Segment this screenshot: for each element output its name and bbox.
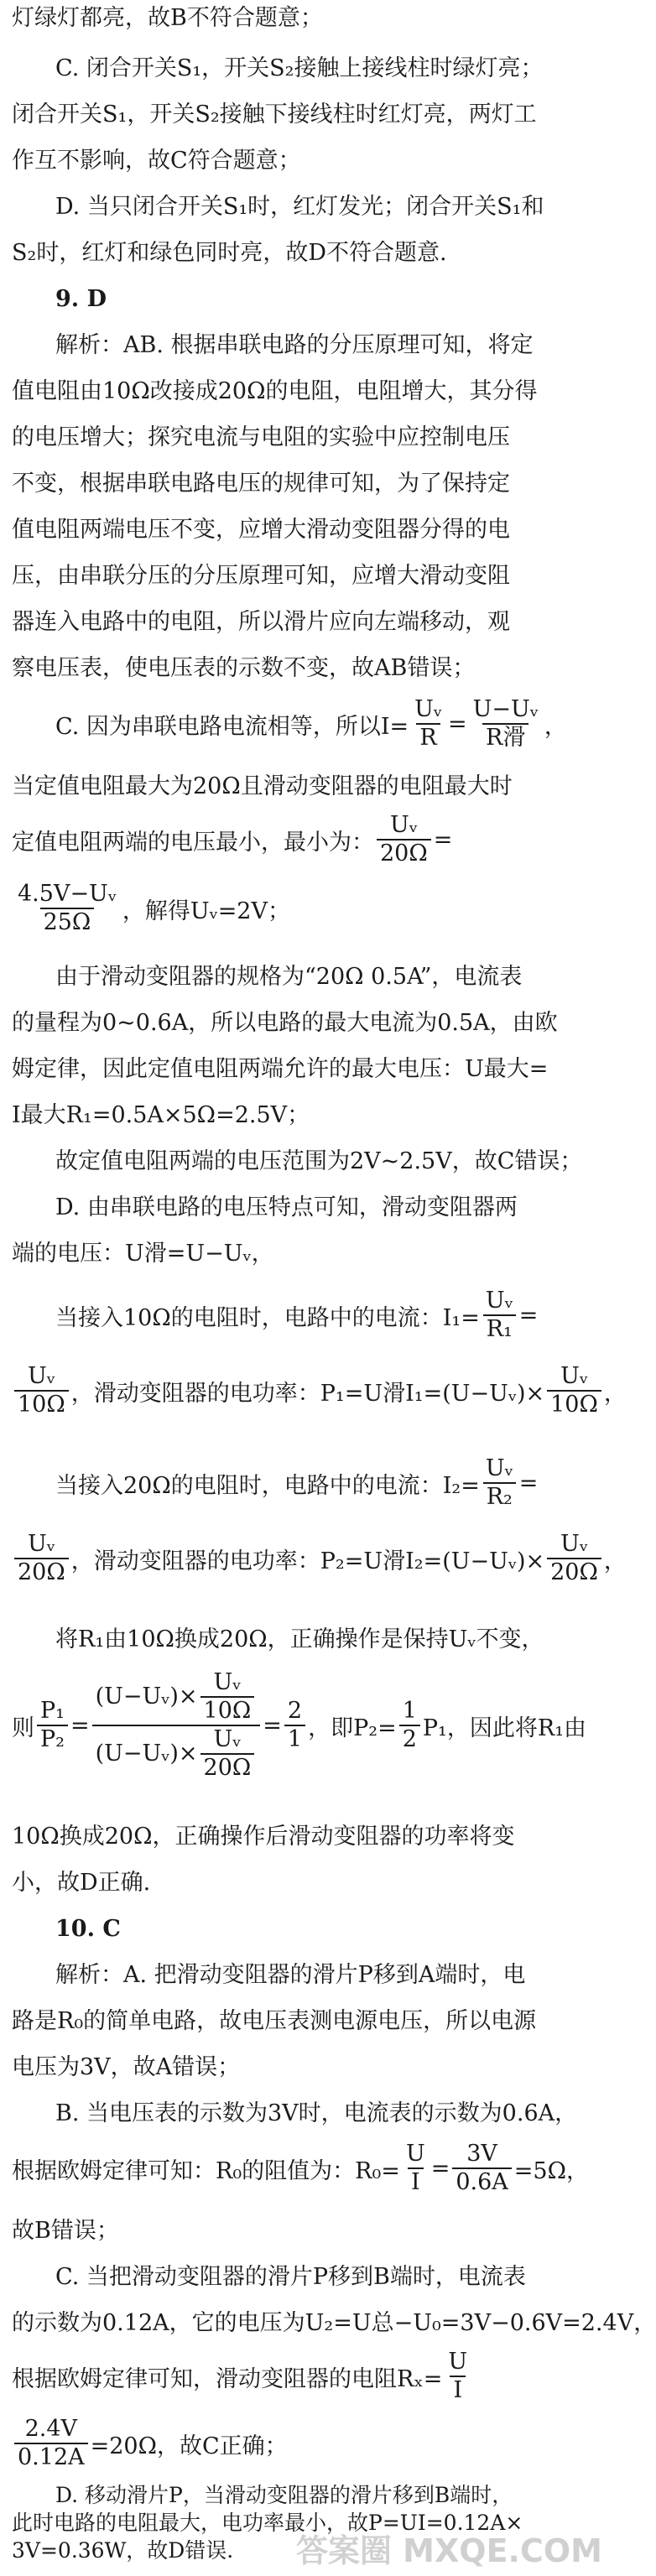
fraction: $\frac{\text{Uᵥ}}{10\Omega}$ <box>14 1363 69 1418</box>
text-line: B. 当电压表的示数为3V时，电流表的示数为0.6A， <box>55 2100 578 2126</box>
formula-solve-uv: $\frac{\text{4.5V−Uᵥ}}{25\Omega}$ ，解得Uᵥ=2V； <box>12 881 290 936</box>
text-line: 不变，根据串联电路电压的规律可知，为了保持定 <box>12 471 510 497</box>
text-line: 此时电路的电阻最大，电功率最小，故P=UI=0.12A× <box>12 2511 523 2535</box>
text-line: 10Ω换成20Ω，正确操作后滑动变阻器的功率将变 <box>12 1824 515 1850</box>
question-number: 9. D <box>55 286 107 312</box>
fraction: $\frac{\text{Uᵥ}}{R}$ <box>414 696 442 751</box>
fraction: $\frac{\text{Uᵥ}}{\text{R₁}}$ <box>482 1288 517 1343</box>
fraction: $\frac{1}{2}$ <box>399 1698 420 1753</box>
fraction-compound: (U−Uᵥ)× $\frac{\text{Uᵥ}}{10\Omega}$ (U−Uᵥ)× $\frac{\text{Uᵥ}}{20\Omega}$ <box>92 1669 261 1782</box>
text-line: 故B错误； <box>12 2218 119 2244</box>
fraction: $\frac{\text{Uᵥ}}{\text{R₂}}$ <box>482 1455 517 1511</box>
formula-r0: 根据欧姆定律可知：R₀的阻值为：R₀= $\frac{U}{I}$ = $\frac{3V}{0.6A}$ =5Ω， <box>12 2141 589 2195</box>
formula-i2: 当接入20Ω的电阻时，电路中的电流：I₂= $\frac{\text{Uᵥ}}{\text{R₂}}$ = <box>55 1455 539 1510</box>
text-line: 器连入电路中的电阻，所以滑片应向左端移动，观 <box>12 609 510 635</box>
text-line: 将R₁由10Ω换成20Ω，正确操作是保持Uᵥ不变， <box>55 1626 544 1652</box>
text-line: S₂时，红灯和绿色同时亮，故D不符合题意. <box>12 240 447 266</box>
formula-i1: 当接入10Ω的电阻时，电路中的电流：I₁= $\frac{\text{Uᵥ}}{\text{R₁}}$ = <box>55 1288 539 1342</box>
text-line: 电压为3V，故A错误； <box>12 2054 241 2080</box>
fraction: $\frac{\text{Uᵥ}}{20\Omega}$ <box>547 1531 601 1586</box>
text-line: 的示数为0.12A，它的电压为U₂=U总−U₀=3V−0.6V=2.4V， <box>12 2310 656 2336</box>
formula-ratio: 则 $\frac{\text{P₁}}{\text{P₂}}$ = (U−Uᵥ)× $\frac{\text{Uᵥ}}{10\Omega}$ (U−Uᵥ)× $\frac{\text{Uᵥ}}{20\Omega}$ = $\frac{2}{1}$ ，即P₂= $\frac{1}{2}$ P₁，因此将R₁由 <box>12 1669 587 1781</box>
formula-current: C. 因为串联电路电流相等，所以I= $\frac{\text{Uᵥ}}{R}$ = $\frac{\text{U−Uᵥ}}{\text{R滑}}$ ， <box>55 696 567 751</box>
formula-p1: $\frac{\text{Uᵥ}}{10\Omega}$ ，滑动变阻器的电功率：P₁=U滑I₁=(U−Uᵥ)× $\frac{\text{Uᵥ}}{10\Omega}$ ， <box>12 1363 627 1418</box>
text-line: D. 由串联电路的电压特点可知，滑动变阻器两 <box>55 1194 518 1220</box>
text-line: D. 当只闭合开关S₁时，红灯发光；闭合开关S₁和 <box>55 194 544 220</box>
text-line: 解析：A. 把滑动变阻器的滑片P移到A端时，电 <box>55 1962 526 1988</box>
text-line: 路是R₀的简单电路，故电压表测电源电压，所以电源 <box>12 2008 537 2034</box>
text-line: 值电阻由10Ω改接成20Ω的电阻，电阻增大，其分得 <box>12 378 538 404</box>
fraction: $\frac{\text{Uᵥ}}{20\Omega}$ <box>377 812 431 867</box>
fraction: $\frac{U}{I}$ <box>405 2141 425 2195</box>
text-line: 解析：AB. 根据串联电路的分压原理可知，将定 <box>55 332 534 358</box>
text-line: 压，由串联分压的分压原理可知，应增大滑动变阻 <box>12 563 510 589</box>
formula-p2: $\frac{\text{Uᵥ}}{20\Omega}$ ，滑动变阻器的电功率：P₂=U滑I₂=(U−Uᵥ)× $\frac{\text{Uᵥ}}{20\Omega}$ ， <box>12 1531 627 1586</box>
text-line: 值电阻两端电压不变，应增大滑动变阻器分得的电 <box>12 517 510 543</box>
watermark-logo: 答案圈 MXQE.COM <box>295 2532 602 2569</box>
text-line: I最大R₁=0.5A×5Ω=2.5V； <box>12 1102 310 1128</box>
fraction: $\frac{U}{I}$ <box>448 2349 468 2403</box>
text-line: 由于滑动变阻器的规格为“20Ω 0.5A”，电流表 <box>55 964 523 990</box>
fraction: $\frac{3V}{0.6A}$ <box>452 2141 511 2196</box>
text-line: 姆定律，因此定值电阻两端允许的最大电压：U最大= <box>12 1056 549 1082</box>
text-line: 端的电压：U滑=U−Uᵥ， <box>12 1241 274 1267</box>
text-line: 闭合开关S₁，开关S₂接触下接线柱时红灯亮，两灯工 <box>12 101 537 127</box>
fraction: $\frac{2}{1}$ <box>284 1698 305 1753</box>
text-line: 作互不影响，故C符合题意； <box>12 148 301 174</box>
fraction: $\frac{\text{Uᵥ}}{10\Omega}$ <box>547 1363 601 1418</box>
formula-text: C. 因为串联电路电流相等，所以I= <box>55 713 409 740</box>
fraction: $\frac{2.4V}{0.12A}$ <box>14 2416 88 2471</box>
text-line: 察电压表，使电压表的示数不变，故AB错误； <box>12 655 476 681</box>
formula-min-voltage: 定值电阻两端的电压最小，最小为： $\frac{\text{Uᵥ}}{20\Omega}$ = <box>12 812 453 866</box>
fraction: $\frac{\text{Uᵥ}}{20\Omega}$ <box>14 1531 69 1586</box>
text-line: 当定值电阻最大为20Ω且滑动变阻器的电阻最大时 <box>12 773 513 799</box>
text-line: C. 闭合开关S₁，开关S₂接触上接线柱时绿灯亮； <box>55 55 544 81</box>
fraction: $\frac{\text{4.5V−Uᵥ}}{25\Omega}$ <box>18 881 117 935</box>
text-line: 灯绿灯都亮，故B不符合题意； <box>12 5 323 31</box>
text-line: 的电压增大；探究电流与电阻的实验中应控制电压 <box>12 424 510 450</box>
formula-rx-value: $\frac{2.4V}{0.12A}$ =20Ω，故C正确； <box>12 2416 288 2471</box>
text-line: 故定值电阻两端的电压范围为2V~2.5V，故C错误； <box>55 1148 583 1174</box>
fraction: $\frac{\text{P₁}}{\text{P₂}}$ <box>37 1698 68 1753</box>
fraction: $\frac{\text{U−Uᵥ}}{\text{R滑}}$ <box>472 696 539 751</box>
formula-rx: 根据欧姆定律可知，滑动变阻器的电阻Rₓ= $\frac{U}{I}$ <box>12 2349 473 2404</box>
text-line: 小，故D正确. <box>12 1870 151 1896</box>
text-line: D. 移动滑片P，当滑动变阻器的滑片移到B端时， <box>55 2483 513 2507</box>
text-line: C. 当把滑动变阻器的滑片P移到B端时，电流表 <box>55 2264 526 2290</box>
text-line: 3V=0.36W，故D错误. <box>12 2538 234 2563</box>
question-number: 10. C <box>55 1916 121 1942</box>
text-line: 的量程为0~0.6A，所以电路的最大电流为0.5A，由欧 <box>12 1010 558 1036</box>
